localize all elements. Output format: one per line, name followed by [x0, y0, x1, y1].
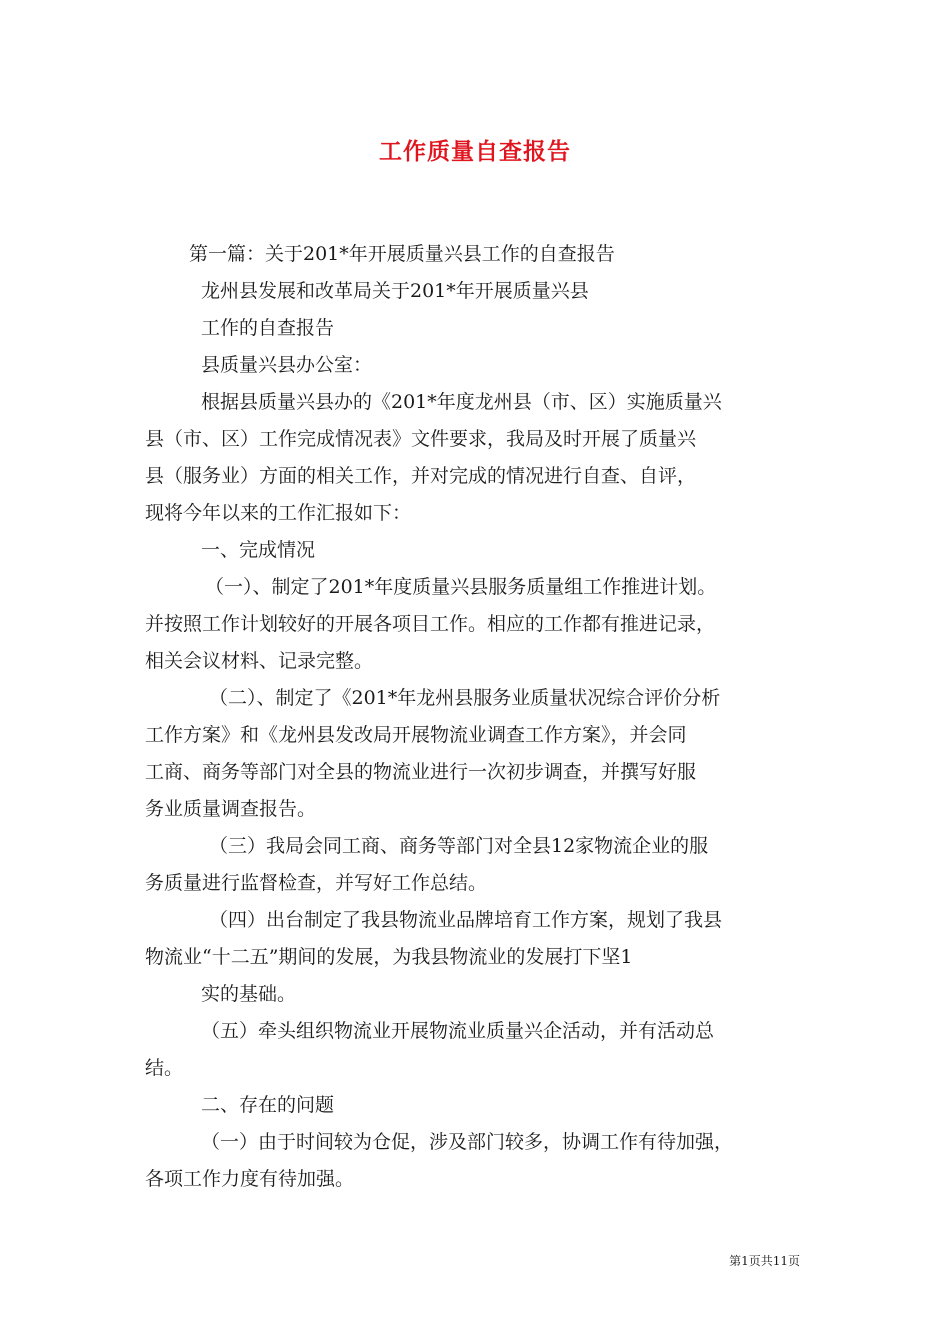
paragraph-line: 工商、商务等部门对全县的物流业进行一次初步调查，并撰写好服 — [145, 761, 697, 783]
page-number-footer: 第1页共11页 — [729, 1254, 800, 1268]
paragraph-line: 务质量进行监督检查，并写好工作总结。 — [145, 872, 488, 894]
paragraph-line: 并按照工作计划较好的开展各项目工作。相应的工作都有推进记录， — [145, 613, 716, 635]
paragraph-line: （五）牵头组织物流业开展物流业质量兴企活动，并有活动总 — [201, 1020, 715, 1042]
paragraph-line: 实的基础。 — [201, 983, 297, 1005]
paragraph-section-heading: 第一篇：关于201*年开展质量兴县工作的自查报告 — [189, 243, 615, 265]
paragraph-subtitle-line2: 工作的自查报告 — [201, 317, 335, 339]
paragraph-line: 物流业“十二五”期间的发展，为我县物流业的发展打下坚1 — [145, 946, 633, 968]
paragraph-subtitle-line1: 龙州县发展和改革局关于201*年开展质量兴县 — [201, 280, 589, 302]
paragraph-line: （二）、制定了《201*年龙州县服务业质量状况综合评价分析 — [209, 687, 721, 709]
paragraph-line: 县（市、区）工作完成情况表》文件要求，我局及时开展了质量兴 — [145, 428, 697, 450]
paragraph-line: （一）由于时间较为仓促，涉及部门较多，协调工作有待加强， — [201, 1131, 734, 1153]
paragraph-heading-completion: 一、完成情况 — [201, 539, 316, 561]
paragraph-heading-problems: 二、存在的问题 — [201, 1094, 335, 1116]
document-body — [145, 236, 815, 1198]
paragraph-line: （一）、制定了201*年度质量兴县服务质量组工作推进计划。 — [205, 576, 717, 598]
paragraph-line: 工作方案》和《龙州县发改局开展物流业调查工作方案》，并会同 — [145, 724, 687, 746]
paragraph-addressee: 县质量兴县办公室： — [201, 354, 373, 376]
paragraph-line: 务业质量调查报告。 — [145, 798, 317, 820]
paragraph-line: 根据县质量兴县办的《201*年度龙州县（市、区）实施质量兴 — [201, 391, 722, 413]
paragraph-line: 各项工作力度有待加强。 — [145, 1168, 355, 1190]
document-title: 工作质量自查报告 — [379, 138, 571, 165]
paragraph-line: （三）我局会同工商、商务等部门对全县12家物流企业的服 — [209, 835, 709, 857]
paragraph-line: 现将今年以来的工作汇报如下： — [145, 502, 412, 524]
paragraph-line: （四）出台制定了我县物流业品牌培育工作方案，规划了我县 — [209, 909, 723, 931]
paragraph-line: 相关会议材料、记录完整。 — [145, 650, 374, 672]
paragraph-line: 县（服务业）方面的相关工作，并对完成的情况进行自查、自评， — [145, 465, 697, 487]
paragraph-line: 结。 — [145, 1057, 184, 1079]
